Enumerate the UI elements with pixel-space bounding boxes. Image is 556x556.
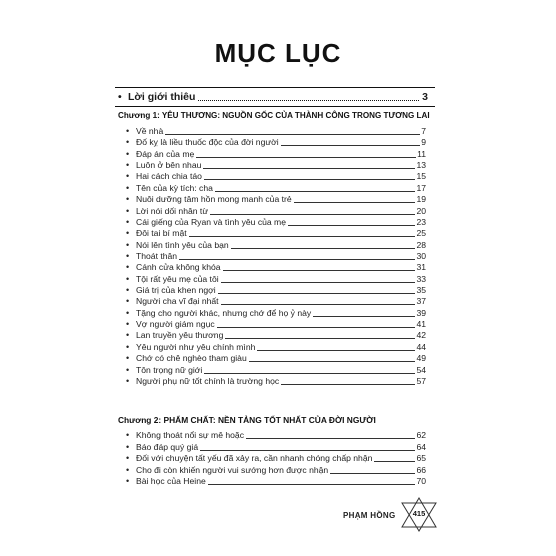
toc-entry [126, 227, 426, 238]
entry-label: Hai cách chia táo [136, 171, 202, 182]
toc-entry [126, 239, 426, 250]
entry-leader-line [281, 145, 421, 146]
entry-leader-line [179, 259, 415, 260]
chapter-heading: Chương 2: PHẨM CHẤT: NỀN TẢNG TỐT NHẤT CỦA ĐỜI NGƯỜI [118, 415, 376, 425]
toc-intro-entry [118, 89, 428, 105]
entry-label: Lan truyền yêu thương [136, 330, 224, 341]
bullet: • [126, 239, 130, 250]
entry-page: 25 [416, 228, 426, 239]
toc-entry [126, 429, 426, 440]
toc-entry [126, 329, 426, 340]
bullet: • [126, 319, 130, 330]
toc-entry [126, 364, 426, 375]
entry-leader-line [218, 293, 416, 294]
bullet: • [126, 137, 130, 148]
bullet: • [126, 216, 130, 227]
entry-leader-line [330, 473, 415, 474]
entry-label: Thoát thân [136, 250, 178, 261]
intro-bottom-rule [115, 106, 435, 107]
toc-entry [126, 182, 426, 193]
bullet: • [126, 250, 130, 261]
page-title: MỤC LỤC [214, 38, 342, 68]
toc-entry [126, 341, 426, 352]
entry-label: Yêu người như yêu chính mình [136, 341, 256, 352]
entry-leader-line [281, 384, 415, 385]
page-number: 415 [412, 509, 426, 518]
entry-page: 3 [422, 91, 428, 103]
entry-label: Người phụ nữ tốt chính là trường học [136, 375, 280, 386]
toc-entry [126, 352, 426, 363]
chapter-heading: Chương 1: YÊU THƯƠNG: NGUỒN GỐC CỦA THÀNH CÔNG TRONG TƯƠNG LAI [118, 110, 430, 120]
bullet: • [126, 126, 130, 136]
toc-entry [126, 273, 426, 284]
entry-leader-line [374, 461, 415, 462]
entry-page: 35 [416, 285, 426, 296]
entry-leader-line [246, 438, 415, 439]
entry-label: Vợ người giám ngục [136, 319, 215, 330]
bullet: • [126, 228, 130, 239]
entry-label: Giá trị của khen ngợi [136, 285, 216, 296]
bullet: • [126, 148, 130, 159]
entry-leader-line [249, 361, 416, 362]
toc-entry [126, 307, 426, 318]
entry-label: Đáp án của mẹ [136, 148, 195, 159]
toc-entry [126, 375, 426, 386]
entry-leader-line [203, 168, 415, 169]
entry-page: 66 [416, 464, 426, 475]
bullet: • [126, 375, 130, 386]
dot-leader [198, 91, 419, 101]
entry-leader-line [288, 225, 415, 226]
intro-top-rule [115, 87, 435, 88]
bullet: • [126, 285, 130, 296]
entry-label: Lời giới thiêu [128, 91, 196, 103]
toc-entry [126, 284, 426, 295]
entry-label: Chớ có chê nghèo tham giàu [136, 353, 247, 364]
entry-page: 70 [416, 476, 426, 487]
bullet: • [126, 182, 130, 193]
entry-label: Tên của kỳ tích: cha [136, 182, 213, 193]
entry-page: 39 [416, 307, 426, 318]
entry-page: 65 [416, 453, 426, 464]
entry-page: 64 [416, 441, 426, 452]
entry-page: 41 [416, 319, 426, 330]
toc-entry [126, 205, 426, 216]
entry-leader-line [215, 191, 416, 192]
entry-label: Về nhà [136, 126, 164, 136]
entry-label: Không thoát nổi sự mê hoặc [136, 430, 244, 440]
entry-leader-line [313, 316, 415, 317]
toc-entry [126, 250, 426, 261]
entry-leader-line [204, 373, 415, 374]
entry-leader-line [200, 450, 415, 451]
toc-entry [126, 452, 426, 463]
toc-entry [126, 159, 426, 170]
entry-page: 62 [416, 430, 426, 440]
entry-label: Cho đi còn khiến người vui sướng hơn được nhận [136, 464, 329, 475]
entry-leader-line [257, 350, 415, 351]
toc-entry [126, 441, 426, 452]
entry-leader-line [231, 248, 416, 249]
entry-leader-line [225, 338, 415, 339]
entry-page: 31 [416, 262, 426, 273]
entry-label: Tội rất yêu mẹ của tôi [136, 273, 219, 284]
entry-label: Nói lên tình yêu của bạn [136, 239, 229, 250]
entry-page: 42 [416, 330, 426, 341]
entry-leader-line [221, 282, 416, 283]
entry-label: Lời nói dối nhân từ [136, 205, 209, 216]
bullet: • [126, 307, 130, 318]
entry-page: 28 [416, 239, 426, 250]
toc-entry [126, 125, 426, 136]
entry-page: 54 [416, 364, 426, 375]
bullet: • [118, 91, 122, 103]
bullet: • [126, 160, 130, 171]
entry-leader-line [294, 202, 416, 203]
entry-leader-line [210, 214, 415, 215]
entry-page: 49 [416, 353, 426, 364]
bullet: • [126, 273, 130, 284]
entry-page: 20 [416, 205, 426, 216]
entry-leader-line [223, 270, 416, 271]
entry-page: 44 [416, 341, 426, 352]
entry-label: Người cha vĩ đại nhất [136, 296, 219, 307]
entry-label: Luôn ở bên nhau [136, 160, 202, 171]
entry-page: 37 [416, 296, 426, 307]
entry-label: Cái giếng của Ryan và tình yêu của mẹ [136, 216, 287, 227]
bullet: • [126, 453, 130, 464]
bullet: • [126, 262, 130, 273]
toc-entry [126, 148, 426, 159]
entry-page: 15 [416, 171, 426, 182]
entry-label: Đố kỵ là liều thuốc độc của đời người [136, 137, 279, 148]
entry-label: Đôi tai bí mật [136, 228, 187, 239]
bullet: • [126, 464, 130, 475]
entry-page: 33 [416, 273, 426, 284]
bullet: • [126, 364, 130, 375]
toc-entry [126, 318, 426, 329]
bullet: • [126, 171, 130, 182]
toc-entry [126, 475, 426, 486]
entry-page: 23 [416, 216, 426, 227]
entry-label: Bài học của Heine [136, 476, 206, 487]
entry-page: 17 [416, 182, 426, 193]
toc-entry [126, 261, 426, 272]
bullet: • [126, 441, 130, 452]
toc-entry [126, 216, 426, 227]
entry-leader-line [204, 179, 416, 180]
entry-label: Nuôi dưỡng tâm hồn mong manh của trẻ [136, 194, 292, 205]
bullet: • [126, 205, 130, 216]
entry-label: Tặng cho người khác, nhưng chớ để họ ỷ này [136, 307, 312, 318]
entry-leader-line [208, 484, 416, 485]
author-name: PHẠM HỒNG [343, 511, 396, 520]
bullet: • [126, 330, 130, 341]
entry-label: Tôn trọng nữ giới [136, 364, 203, 375]
bullet: • [126, 194, 130, 205]
bullet: • [126, 296, 130, 307]
entry-label: Báo đáp quý giá [136, 441, 199, 452]
toc-entry [126, 170, 426, 181]
entry-leader-line [196, 157, 416, 158]
entry-page: 30 [416, 250, 426, 261]
entry-label: Đối với chuyện tất yếu đã xảy ra, cần nhanh chóng chấp nhận [136, 453, 373, 464]
entry-page: 11 [417, 148, 426, 159]
toc-entry [126, 464, 426, 475]
entry-leader-line [165, 134, 420, 135]
bullet: • [126, 341, 130, 352]
entry-page: 19 [416, 194, 426, 205]
entry-leader-line [217, 327, 416, 328]
toc-entry [126, 295, 426, 306]
toc-entry [126, 136, 426, 147]
entry-page: 13 [416, 160, 426, 171]
entry-page: 9 [421, 137, 426, 148]
toc-entry [126, 193, 426, 204]
entry-label: Cánh cửa không khóa [136, 262, 221, 273]
entry-leader-line [189, 236, 416, 237]
bullet: • [126, 476, 130, 487]
entry-page: 57 [416, 375, 426, 386]
bullet: • [126, 353, 130, 364]
entry-leader-line [221, 304, 416, 305]
bullet: • [126, 430, 130, 440]
entry-page: 7 [421, 126, 426, 136]
